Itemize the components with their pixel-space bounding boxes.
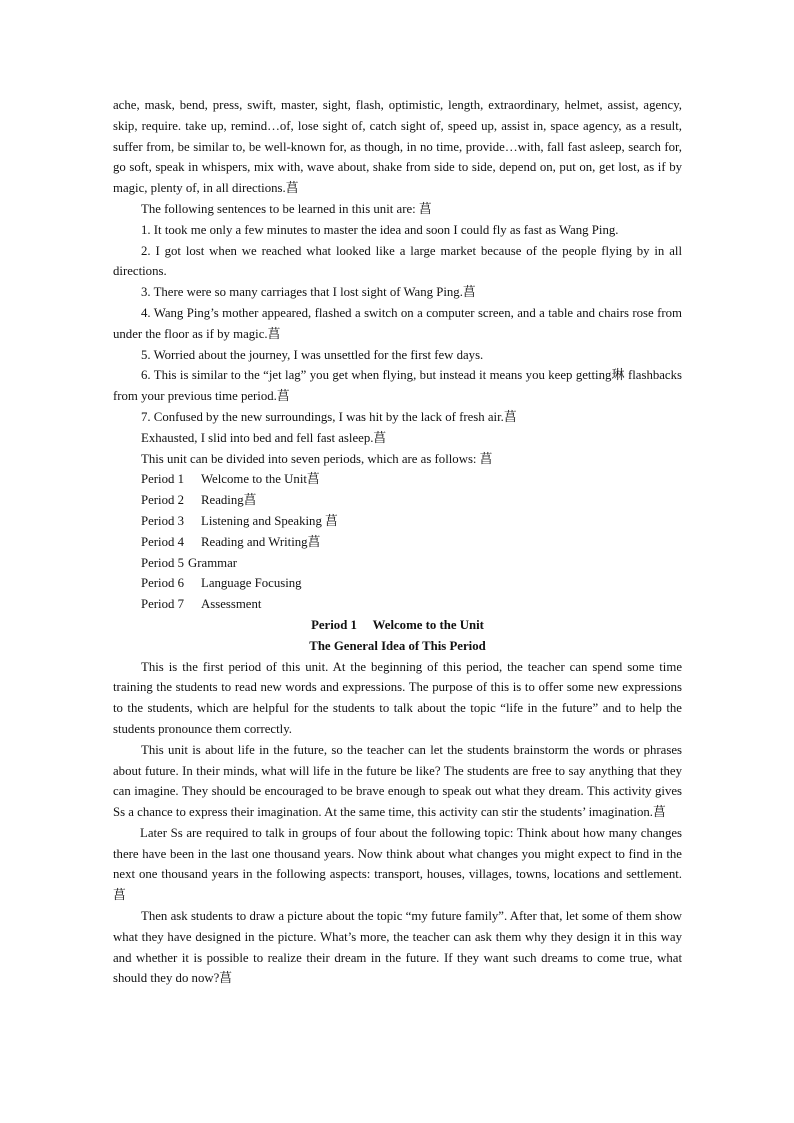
period-name: Assessment xyxy=(201,597,262,612)
period-number: Period 4 xyxy=(141,534,185,549)
sentence-item: 6. This is similar to the “jet lag” you get when flying, but instead it means you keep getting琳 flashbacks from your previous time period.菖 xyxy=(113,368,682,404)
period-name: Reading菖 xyxy=(201,493,257,508)
section-title: Period 1 Welcome to the Unit xyxy=(311,617,484,632)
sentence-item: 1. It took me only a few minutes to master the idea and soon I could fly as fast as Wang Ping. xyxy=(141,222,619,237)
period-number: Period 6 xyxy=(141,576,185,591)
period-number: Period 2 xyxy=(141,493,185,508)
period-item xyxy=(113,594,682,615)
period-item xyxy=(113,490,682,511)
period-name: Grammar xyxy=(188,555,238,570)
period-number: Period 3 xyxy=(141,513,185,528)
sentence-item: 4. Wang Ping’s mother appeared, flashed a switch on a computer screen, and a table and chairs rose from under the floor as if by magic.菖 xyxy=(113,305,682,341)
vocabulary-paragraph: ache, mask, bend, press, swift, master, sight, flash, optimistic, length, extraordinary, helmet, assist, agency, skip, require. take up, remind…of, lose sight of, catch sight of, speed up, assist in, space agency, as a result, suffer from, be similar to, be well-known for, as though, in no time, provide…with, fall fast asleep, search for, go soft, speak in whispers, mix with, wave about, shake from side to side, depend on, put on, get lost, as if by magic, plenty of, in all directions.菖 xyxy=(113,98,682,196)
period-item xyxy=(113,553,682,574)
period-number: Period 7 xyxy=(141,597,185,612)
body-paragraph: This unit is about life in the future, so the teacher can let the students brainstorm the words or phrases about future. In their minds, what will life in the future be like? The students are free to say anything that they can imagine. They should be encouraged to be brave enough to speak out what they dream. This activity gives Ss a chance to express their imagination. At the same time, this activity can stir the students’ imagination.菖 xyxy=(113,742,682,820)
period-item xyxy=(113,511,682,532)
period-item xyxy=(113,573,682,594)
sentence-item: 2. I got lost when we reached what looked like a large market because of the people flying by in all directions. xyxy=(113,243,682,279)
sentence-item: 3. There were so many carriages that I lost sight of Wang Ping.菖 xyxy=(141,285,476,300)
body-paragraph: Then ask students to draw a picture about the topic “my future family”. After that, let some of them show what they have designed in the picture. What’s more, the teacher can ask them why they design it in this way and whether it is possible to realize their dream in the future. If they want such dreams to come true, what should they do now?菖 xyxy=(113,909,682,986)
sentences-intro: The following sentences to be learned in this unit are: 菖 xyxy=(141,201,432,216)
period-item xyxy=(113,532,682,553)
period-name: Listening and Speaking 菖 xyxy=(201,513,338,528)
periods-intro: This unit can be divided into seven periods, which are as follows: 菖 xyxy=(141,451,493,466)
sentence-item: 5. Worried about the journey, I was unsettled for the first few days. xyxy=(141,347,484,362)
sentence-item: 7. Confused by the new surroundings, I was hit by the lack of fresh air.菖 xyxy=(141,409,517,424)
period-number: Period 5 xyxy=(141,555,185,570)
period-name: Language Focusing xyxy=(201,576,302,591)
period-item xyxy=(113,469,682,490)
section-subtitle: The General Idea of This Period xyxy=(309,638,486,653)
period-name: Reading and Writing菖 xyxy=(201,534,321,549)
sentence-item: Exhausted, I slid into bed and fell fast asleep.菖 xyxy=(141,430,387,445)
body-paragraph: This is the first period of this unit. At the beginning of this period, the teacher can spend some time training the students to read new words and expressions. The purpose of this is to offer some new expressions to the students, which are helpful for the students to talk about the topic “life in the future” and to help the students pronounce them correctly. xyxy=(113,659,682,736)
period-number: Period 1 xyxy=(141,472,185,487)
period-name: Welcome to the Unit菖 xyxy=(201,472,320,487)
body-paragraph: Later Ss are required to talk in groups of four about the following topic: Think about how many changes there have been in the last one thousand years. Now think about what changes you might expect to find in the next one thousand years in the following aspects: transport, houses, villages, towns, locations and settlement.菖 xyxy=(113,825,682,903)
